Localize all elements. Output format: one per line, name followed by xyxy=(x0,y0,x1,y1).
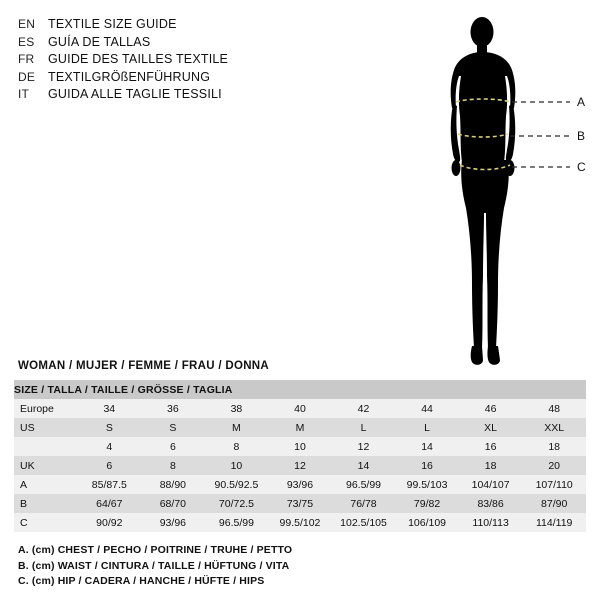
row-value: 99.5/102 xyxy=(268,513,332,532)
language-row xyxy=(18,51,348,69)
size-table-container xyxy=(14,380,586,532)
marker-label-b: B xyxy=(577,129,586,143)
language-row xyxy=(18,86,348,104)
language-code: DE xyxy=(18,69,36,84)
legend-item: A. (cm) CHEST / PECHO / POITRINE / TRUHE / PETTO xyxy=(18,544,293,556)
row-value: L xyxy=(332,418,396,437)
legend-item: C. (cm) HIP / CADERA / HANCHE / HÜFTE / HIPS xyxy=(18,575,265,587)
row-label: Europe xyxy=(14,399,78,418)
row-value: 18 xyxy=(522,437,586,456)
woman-silhouette-icon xyxy=(451,17,516,365)
row-label: UK xyxy=(14,456,78,475)
row-label: C xyxy=(14,513,78,532)
legend-item: B. (cm) WAIST / CINTURA / TAILLE / HÜFTUNG / VITA xyxy=(18,559,290,572)
row-label: B xyxy=(14,494,78,513)
row-label xyxy=(14,437,78,456)
row-value: M xyxy=(205,418,269,437)
table-row xyxy=(14,475,586,494)
row-value: 16 xyxy=(395,456,459,475)
row-value: 42 xyxy=(332,399,396,418)
language-row xyxy=(18,69,348,87)
row-value: 64/67 xyxy=(78,494,142,513)
row-value: 107/110 xyxy=(522,475,586,494)
row-value: 8 xyxy=(141,456,205,475)
figure-illustration xyxy=(420,8,595,373)
row-value: 14 xyxy=(332,456,396,475)
row-value: 79/82 xyxy=(395,494,459,513)
table-row xyxy=(14,399,586,418)
row-value: 48 xyxy=(522,399,586,418)
table-row xyxy=(14,456,586,475)
language-title: GUIDE DES TAILLES TEXTILE xyxy=(48,52,229,66)
row-value: XXL xyxy=(522,418,586,437)
row-value: 6 xyxy=(78,456,142,475)
row-value: 8 xyxy=(205,437,269,456)
row-value: L xyxy=(395,418,459,437)
row-value: 76/78 xyxy=(332,494,396,513)
language-row xyxy=(18,34,348,52)
row-value: 99.5/103 xyxy=(395,475,459,494)
row-value: 18 xyxy=(459,456,523,475)
row-value: 14 xyxy=(395,437,459,456)
row-value: 90.5/92.5 xyxy=(205,475,269,494)
row-value: 87/90 xyxy=(522,494,586,513)
row-value: 73/75 xyxy=(268,494,332,513)
language-code: ES xyxy=(18,34,35,49)
measurement-legend xyxy=(18,543,578,590)
section-title: WOMAN / MUJER / FEMME / FRAU / DONNA xyxy=(18,360,270,372)
row-value: 96.5/99 xyxy=(332,475,396,494)
language-row xyxy=(18,16,348,34)
row-value: 36 xyxy=(141,399,205,418)
row-value: 70/72.5 xyxy=(205,494,269,513)
table-header-label: SIZE / TALLA / TAILLE / GRÖSSE / TAGLIA xyxy=(14,380,586,399)
row-label: A xyxy=(14,475,78,494)
row-value: 93/96 xyxy=(268,475,332,494)
row-value: 10 xyxy=(205,456,269,475)
row-value: S xyxy=(141,418,205,437)
language-title: TEXTILE SIZE GUIDE xyxy=(48,17,177,31)
table-row xyxy=(14,418,586,437)
language-title: GUÍA DE TALLAS xyxy=(48,34,151,49)
language-title: GUIDA ALLE TAGLIE TESSILI xyxy=(48,87,222,101)
row-value: 12 xyxy=(332,437,396,456)
row-value: 68/70 xyxy=(141,494,205,513)
language-code: EN xyxy=(18,17,36,31)
row-value: 4 xyxy=(78,437,142,456)
row-value: 38 xyxy=(205,399,269,418)
row-value: 90/92 xyxy=(78,513,142,532)
row-value: 40 xyxy=(268,399,332,418)
row-value: M xyxy=(268,418,332,437)
row-label: US xyxy=(14,418,78,437)
row-value: 114/119 xyxy=(522,513,586,532)
row-value: 93/96 xyxy=(141,513,205,532)
language-code: FR xyxy=(18,52,35,66)
row-value: XL xyxy=(459,418,523,437)
row-value: 46 xyxy=(459,399,523,418)
table-header-row xyxy=(14,380,586,399)
row-value: 96.5/99 xyxy=(205,513,269,532)
size-table xyxy=(14,380,586,532)
row-value: 110/113 xyxy=(459,513,523,532)
language-code: IT xyxy=(18,87,30,101)
row-value: 44 xyxy=(395,399,459,418)
marker-label-a: A xyxy=(577,95,586,109)
row-value: 10 xyxy=(268,437,332,456)
row-value: 20 xyxy=(522,456,586,475)
language-title: TEXTILGRÖßENFÜHRUNG xyxy=(48,69,211,84)
table-row xyxy=(14,513,586,532)
row-value: 106/109 xyxy=(395,513,459,532)
row-value: 85/87.5 xyxy=(78,475,142,494)
row-value: 102.5/105 xyxy=(332,513,396,532)
row-value: 6 xyxy=(141,437,205,456)
row-value: 104/107 xyxy=(459,475,523,494)
table-row xyxy=(14,494,586,513)
language-list xyxy=(18,16,348,104)
row-value: 12 xyxy=(268,456,332,475)
row-value: 88/90 xyxy=(141,475,205,494)
row-value: 16 xyxy=(459,437,523,456)
row-value: 34 xyxy=(78,399,142,418)
row-value: S xyxy=(78,418,142,437)
table-row xyxy=(14,437,586,456)
row-value: 83/86 xyxy=(459,494,523,513)
marker-label-c: C xyxy=(577,160,586,174)
